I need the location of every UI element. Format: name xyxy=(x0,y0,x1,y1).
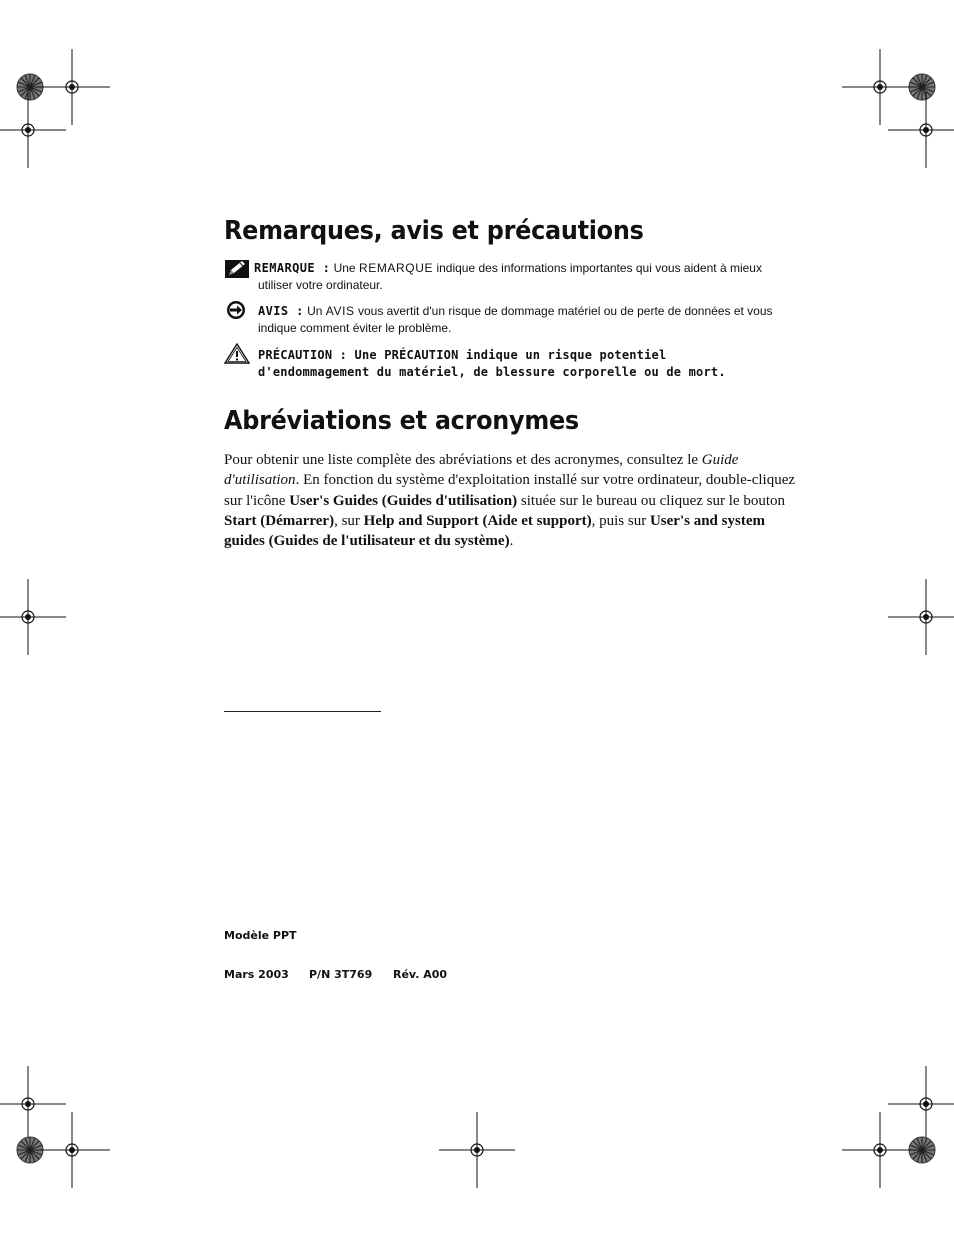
crosshair-icon xyxy=(34,1112,110,1188)
warning-triangle-icon xyxy=(224,343,250,365)
footer-revision: Rév. A00 xyxy=(393,968,448,981)
crosshair-icon xyxy=(0,1066,66,1142)
paragraph-text: . xyxy=(509,533,514,550)
start-button-name: Start (Démarrer) xyxy=(224,512,335,529)
users-guides-icon-name: User's Guides (Guides d'utilisation) xyxy=(289,492,518,509)
remarque-prefix: Une xyxy=(333,261,356,275)
paragraph-text: , puis sur xyxy=(591,512,647,529)
crosshair-icon xyxy=(842,1112,918,1188)
crosshair-icon xyxy=(888,579,954,655)
notice-arrow-icon xyxy=(224,301,250,323)
precaution-label: PRÉCAUTION : xyxy=(258,348,348,362)
section-title-remarques: Remarques, avis et précautions xyxy=(224,216,644,246)
paragraph-text: . En fonction du système d'exploitation installé sur votre ordinateur, double-cliquez sur l'icône xyxy=(224,472,796,509)
crosshair-icon xyxy=(439,1112,515,1188)
guide-title: Guide d'utilisation xyxy=(224,452,739,489)
avis-keyword: AVIS xyxy=(325,304,355,318)
divider xyxy=(224,711,381,712)
footer-part-number: P/N 3T769 xyxy=(309,968,373,981)
crosshair-icon xyxy=(0,579,66,655)
section-title-abreviations: Abréviations et acronymes xyxy=(224,406,579,436)
avis-prefix: Un xyxy=(307,304,323,318)
crosshair-icon xyxy=(888,1066,954,1142)
system-guides-name: User's and system guides (Guides de l'utilisateur et du système) xyxy=(224,512,765,550)
model-label: Modèle PPT xyxy=(224,929,297,942)
remarque-label: REMARQUE : xyxy=(254,261,331,275)
remarque-text-line2: utiliser votre ordinateur. xyxy=(258,278,383,292)
body-paragraph xyxy=(224,450,804,551)
crosshair-icon xyxy=(0,92,66,168)
help-support-name: Help and Support (Aide et support) xyxy=(363,512,592,529)
remarque-text: indique des informations importantes qui vous aident à mieux xyxy=(436,261,762,275)
avis-label: AVIS : xyxy=(258,304,304,318)
remarque-keyword: REMARQUE xyxy=(358,261,434,275)
avis-text-line2: indique comment éviter le problème. xyxy=(258,321,452,335)
paragraph-text: Pour obtenir une liste complète des abréviations et des acronymes, consultez le xyxy=(224,452,699,468)
footer-date: Mars 2003 xyxy=(224,968,289,981)
paragraph-text: , sur xyxy=(334,512,360,529)
avis-text: vous avertit d'un risque de dommage matériel ou de perte de données et vous xyxy=(357,304,773,318)
crosshair-icon xyxy=(888,92,954,168)
precaution-text-line2: d'endommagement du matériel, de blessure corporelle ou de mort. xyxy=(258,365,726,379)
crosshair-icon xyxy=(34,49,110,125)
precaution-text: Une PRÉCAUTION indique un risque potentiel xyxy=(354,348,667,362)
paragraph-text: située sur le bureau ou cliquez sur le bouton xyxy=(520,492,785,509)
note-pencil-icon xyxy=(224,258,250,280)
crosshair-icon xyxy=(842,49,918,125)
